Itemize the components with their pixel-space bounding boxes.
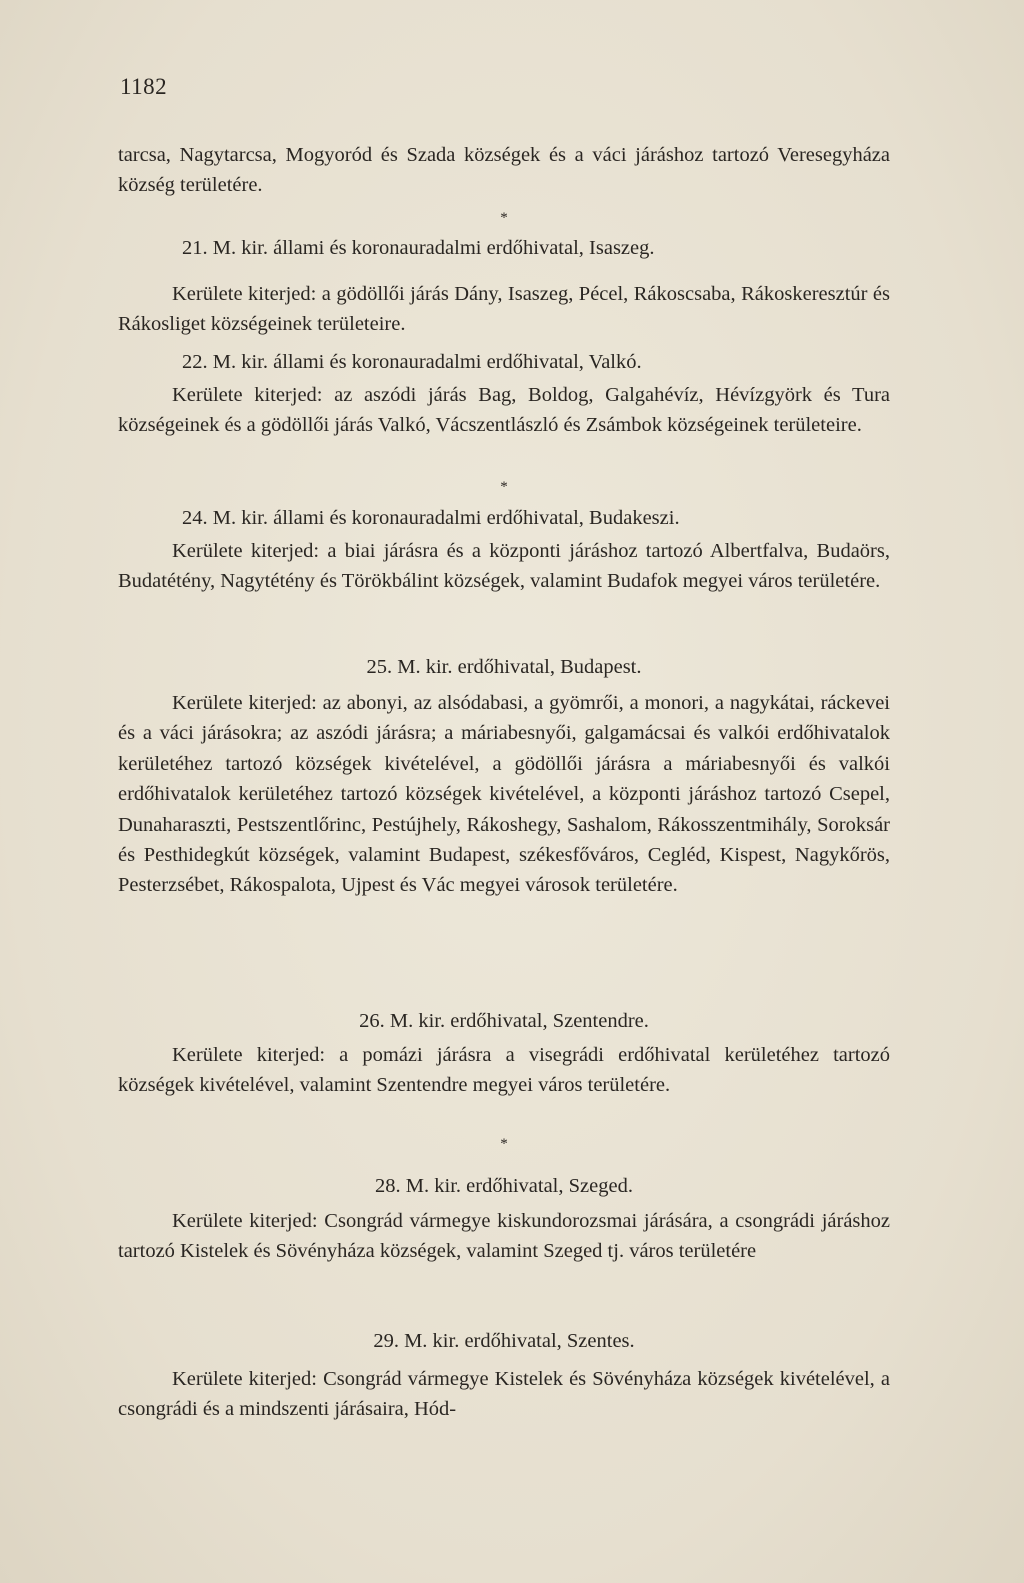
paragraph-text: tarcsa, Nagytarcsa, Mogyoród és Szada községek és a váci járáshoz tartozó Veresegyháza község területére. — [118, 144, 890, 197]
section-body-22 — [118, 380, 890, 441]
section-heading-24: 24. M. kir. állami és koronauradalmi erdőhivatal, Budakeszi. — [182, 507, 680, 529]
section-body-29 — [118, 1364, 890, 1425]
section-separator-star: * — [500, 210, 508, 226]
section-heading-22: 22. M. kir. állami és koronauradalmi erdőhivatal, Valkó. — [182, 351, 642, 373]
section-body-25 — [118, 688, 890, 901]
section-heading-21: 21. M. kir. állami és koronauradalmi erdőhivatal, Isaszeg. — [182, 237, 655, 259]
section-heading-28: 28. M. kir. erdőhivatal, Szeged. — [375, 1175, 633, 1197]
paragraph-text: Kerülete kiterjed: a gödöllői járás Dány, Isaszeg, Pécel, Rákoscsaba, Rákoskeresztúr és Rákosliget községeinek területeire. — [118, 283, 890, 336]
section-heading-25: 25. M. kir. erdőhivatal, Budapest. — [366, 656, 642, 678]
paragraph-continuation — [118, 140, 890, 201]
paragraph-text: Kerülete kiterjed: Csongrád vármegye Kistelek és Sövényháza községek kivételével, a csongrádi és a mindszenti járásaira, Hód- — [118, 1368, 890, 1421]
paragraph-text: Kerülete kiterjed: a biai járásra és a központi járáshoz tartozó Albertfalva, Budaörs, Budatétény, Nagytétény és Törökbálint községek, valamint Budafok megyei város területére. — [118, 540, 890, 593]
section-heading-29: 29. M. kir. erdőhivatal, Szentes. — [373, 1330, 635, 1352]
section-body-28 — [118, 1206, 890, 1267]
section-body-26 — [118, 1040, 890, 1101]
paragraph-text: Kerülete kiterjed: Csongrád vármegye kiskundorozsmai járására, a csongrádi járáshoz tartozó Kistelek és Sövényháza községek, valamint Szeged tj. város területére — [118, 1210, 890, 1263]
paragraph-text: Kerülete kiterjed: a pomázi járásra a visegrádi erdőhivatal kerületéhez tartozó községek kivételével, valamint Szentendre megyei város területére. — [118, 1044, 890, 1097]
section-body-24 — [118, 536, 890, 597]
page-number: 1182 — [120, 74, 168, 99]
paragraph-text: Kerülete kiterjed: az aszódi járás Bag, Boldog, Galgahévíz, Hévízgyörk és Tura községeinek és a gödöllői járás Valkó, Vácszentlászló és Zsámbok községeinek területeire. — [118, 384, 890, 437]
section-separator-star: * — [500, 479, 508, 495]
paragraph-text: Kerülete kiterjed: az abonyi, az alsódabasi, a gyömrői, a monori, a nagykátai, ráckevei és a váci járásokra; az aszódi járásra; a máriabesnyői, galgamácsai és valkói erdőhivatalok kerületéhez tartozó községek kivételével, a gödöllői járásra a máriabesnyői és valkói erdőhivatalok kerületéhez tartozó községek kivételével, a központi járáshoz tartozó Csepel, Dunaharaszti, Pestszentlőrinc, Pestújhely, Rákoshegy, Sashalom, Rákosszentmihály, Soroksár és Pesthidegkút községek, valamint Budapest, székesfőváros, Cegléd, Kispest, Nagykőrös, Pesterzsébet, Rákospalota, Ujpest és Vác megyei városok területére. — [118, 692, 890, 897]
section-heading-26: 26. M. kir. erdőhivatal, Szentendre. — [359, 1010, 649, 1032]
section-body-21 — [118, 279, 890, 340]
section-separator-star: * — [500, 1136, 508, 1152]
